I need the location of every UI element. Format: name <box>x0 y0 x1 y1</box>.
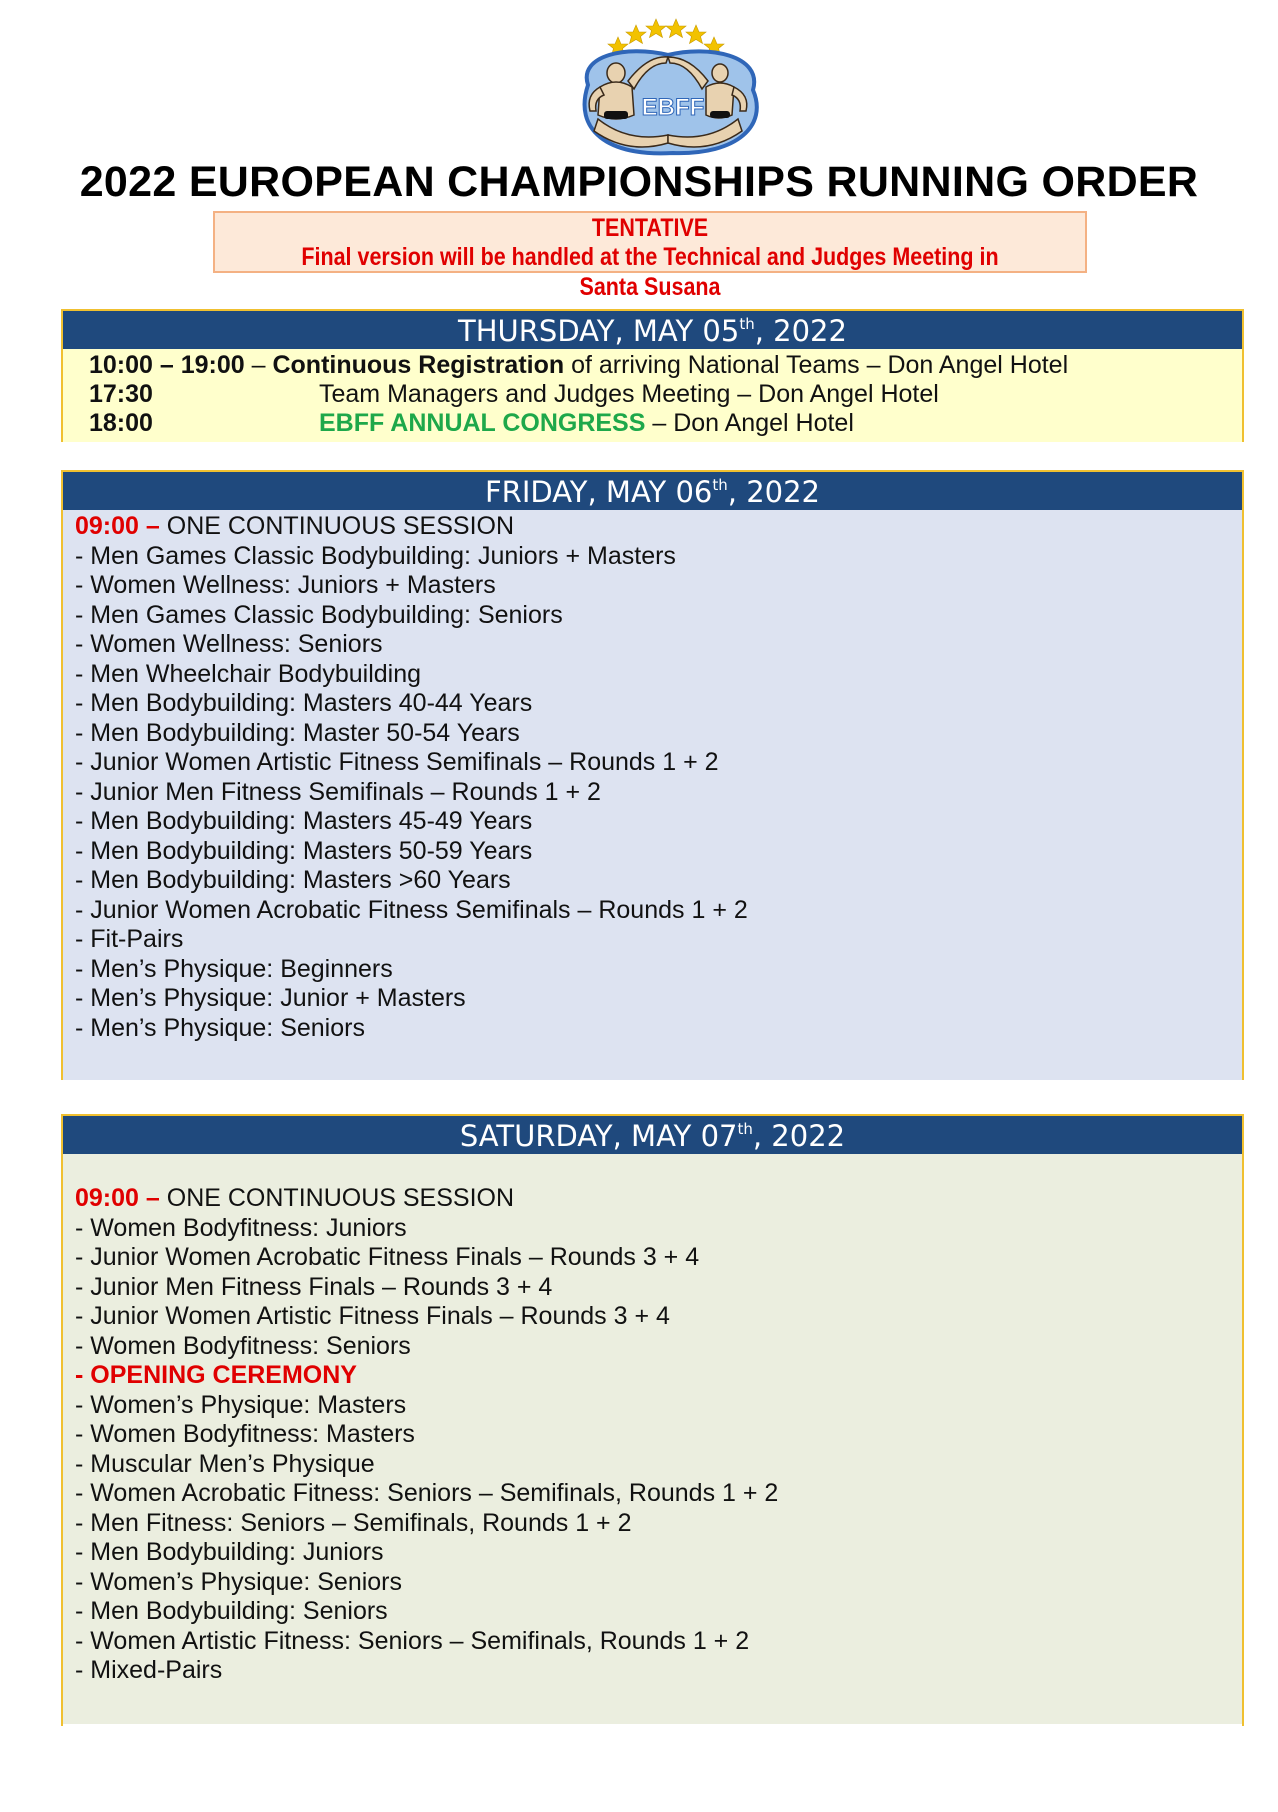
saturday-list-a <box>75 1214 1242 1362</box>
event-item: - Women Bodyfitness: Masters <box>75 1420 415 1448</box>
schedule-row <box>63 351 1242 380</box>
event-item: - Junior Women Artistic Fitness Semifinals – Rounds 1 + 2 <box>75 748 719 776</box>
event-item: - Men Bodybuilding: Masters 45-49 Years <box>75 807 533 835</box>
saturday-section <box>61 1114 1244 1726</box>
registration-detail: of arriving National Teams – Don Angel Hotel <box>564 351 1069 379</box>
day-year: , 2022 <box>752 1119 846 1153</box>
event-item: - Men’s Physique: Beginners <box>75 954 393 983</box>
friday-header <box>63 472 1242 510</box>
friday-section <box>61 470 1244 1080</box>
event-item: - Women Wellness: Seniors <box>75 630 383 658</box>
event-item: - Men’s Physique: Seniors <box>75 1013 365 1042</box>
ebff-logo <box>568 15 778 161</box>
event-item: - Junior Women Acrobatic Fitness Semifinals – Rounds 1 + 2 <box>75 895 748 924</box>
day-suffix: th <box>737 1120 753 1138</box>
day-title: THURSDAY, MAY 05 <box>458 314 740 348</box>
event-item: - Junior Women Acrobatic Fitness Finals – Rounds 3 + 4 <box>75 1243 700 1271</box>
event-item: - Men Bodybuilding: Juniors <box>75 1538 384 1566</box>
time: 17:30 <box>89 380 153 408</box>
day-title: FRIDAY, MAY 06 <box>484 475 713 509</box>
event-item: - Mixed-Pairs <box>75 1656 223 1684</box>
thursday-body <box>63 349 1242 442</box>
event-item: - Women Artistic Fitness: Seniors – Semifinals, Rounds 1 + 2 <box>75 1626 750 1655</box>
event-item: - Men Bodybuilding: Master 50-54 Years <box>75 718 520 747</box>
session-time: 09:00 – <box>75 1184 160 1212</box>
thursday-header <box>63 311 1242 349</box>
congress-location: – Don Angel Hotel <box>645 409 854 437</box>
event-item: - Women Acrobatic Fitness: Seniors – Semifinals, Rounds 1 + 2 <box>75 1479 779 1507</box>
time-range: 10:00 – 19:00 <box>89 351 245 379</box>
event-item: - Fit-Pairs <box>75 925 184 953</box>
event-item: - Men Bodybuilding: Seniors <box>75 1597 388 1625</box>
session-time: 09:00 – <box>75 512 160 540</box>
event-item: - Men Games Classic Bodybuilding: Seniors <box>75 600 563 629</box>
event-item: - Junior Women Artistic Fitness Finals – Rounds 3 + 4 <box>75 1302 670 1330</box>
event-item: - Women Bodyfitness: Juniors <box>75 1213 407 1242</box>
congress-label: EBFF ANNUAL CONGRESS <box>319 409 646 437</box>
thursday-section <box>61 309 1244 442</box>
tentative-notice <box>213 211 1087 301</box>
time: 18:00 <box>89 409 153 437</box>
event-item: - Men Games Classic Bodybuilding: Juniors + Masters <box>75 541 676 570</box>
event-item: - Junior Men Fitness Semifinals – Rounds 1 + 2 <box>75 777 601 806</box>
notice-final-version: Final version will be handled at the Technical and Judges Meeting in Santa Susana <box>301 243 999 301</box>
saturday-list-b <box>75 1391 1242 1686</box>
session-line <box>75 512 1242 542</box>
saturday-header <box>63 1116 1242 1154</box>
schedule-row <box>63 409 1242 438</box>
event-item: - Women Bodyfitness: Seniors <box>75 1331 411 1360</box>
day-title: SATURDAY, MAY 07 <box>459 1119 738 1153</box>
svg-text:EBFF: EBFF <box>641 94 705 121</box>
event-item: - Men Bodybuilding: Masters 40-44 Years <box>75 689 533 717</box>
separator: – <box>244 351 273 379</box>
event-item: - Men’s Physique: Junior + Masters <box>75 984 466 1012</box>
event-description <box>319 409 854 438</box>
day-suffix: th <box>739 315 755 333</box>
event-item: - Women’s Physique: Seniors <box>75 1567 403 1596</box>
saturday-body <box>63 1154 1242 1724</box>
event-item: - Muscular Men’s Physique <box>75 1449 375 1478</box>
event-item: - Junior Men Fitness Finals – Rounds 3 + 4 <box>75 1272 553 1301</box>
friday-body <box>63 510 1242 1080</box>
day-year: , 2022 <box>754 314 847 348</box>
session-line <box>75 1184 1242 1214</box>
schedule-row <box>63 380 1242 409</box>
registration-label: Continuous Registration <box>272 351 565 379</box>
event-description: Team Managers and Judges Meeting – Don Angel Hotel <box>319 380 939 408</box>
page-title: 2022 EUROPEAN CHAMPIONSHIPS RUNNING ORDER <box>79 158 1199 206</box>
event-item: - Women Wellness: Juniors + Masters <box>75 571 496 599</box>
event-item: - Men Fitness: Seniors – Semifinals, Rounds 1 + 2 <box>75 1508 632 1537</box>
day-suffix: th <box>712 476 728 494</box>
event-item: - Men Bodybuilding: Masters 50-59 Years <box>75 836 533 865</box>
opening-ceremony: - OPENING CEREMONY <box>75 1361 357 1389</box>
session-label: ONE CONTINUOUS SESSION <box>159 1184 515 1212</box>
event-item: - Men Wheelchair Bodybuilding <box>75 659 422 688</box>
day-year: , 2022 <box>727 475 821 509</box>
session-label: ONE CONTINUOUS SESSION <box>159 512 515 540</box>
event-item: - Men Bodybuilding: Masters >60 Years <box>75 866 511 894</box>
event-item: - Women’s Physique: Masters <box>75 1390 407 1419</box>
notice-tentative: TENTATIVE <box>591 214 709 242</box>
friday-list <box>75 542 1242 1044</box>
